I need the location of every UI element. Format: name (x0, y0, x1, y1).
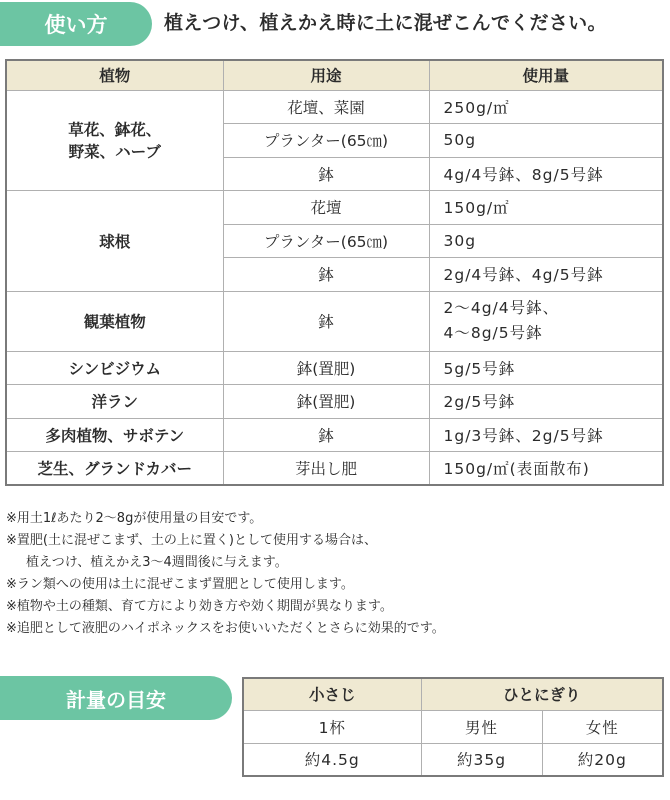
use-cell: 鉢 (223, 418, 429, 452)
usage-badge (0, 2, 152, 46)
amount-cell (429, 90, 663, 124)
plant-cell (6, 452, 223, 486)
note-item: ※用土1ℓあたり2〜8gが使用量の目安です。 (6, 511, 263, 526)
table-row (6, 90, 663, 124)
amount-line: 250g/㎡ (443, 98, 510, 117)
measure-cell: 約35g (421, 743, 542, 776)
measure-cell: 男性 (421, 710, 542, 743)
use-cell: プランター(65㎝) (223, 124, 429, 158)
use-cell: 花壇 (223, 191, 429, 225)
note-item: ※植物や土の種類、育て方により効き方や効く期間が異なります。 (6, 599, 393, 614)
amount-line: 150g/㎡ (443, 199, 510, 218)
plant-name-line: 観葉植物 (83, 313, 146, 331)
amount-line: 150g/㎡(表面散布) (443, 460, 590, 478)
usage-table (5, 59, 664, 486)
plant-name-line: 球根 (99, 232, 131, 251)
amount-cell (429, 224, 663, 258)
measure-cell: 女性 (542, 710, 663, 743)
amount-line: 50g (443, 131, 477, 150)
amount-line: 4g/4号鉢、8g/5号鉢 (443, 165, 604, 184)
usage-table-header-row (6, 60, 663, 90)
measure-badge-label: 計量の目安 (66, 687, 166, 712)
amount-cell (429, 258, 663, 292)
measure-row (243, 743, 663, 776)
header-use: 用途 (223, 60, 429, 90)
note-item: 植えつけ、植えかえ3〜4週間後に与えます。 (26, 555, 288, 570)
plant-cell (6, 191, 223, 292)
plant-cell (6, 291, 223, 351)
note-item: ※追肥として液肥のハイポネックスをお使いいただくとさらに効果的です。 (6, 621, 445, 636)
use-cell: 鉢 (223, 258, 429, 292)
measure-table (242, 677, 664, 777)
amount-cell (429, 191, 663, 225)
note-item: ※置肥(土に混ぜこまず、土の上に置く)として使用する場合は、 (6, 533, 377, 548)
plant-name-line: 多肉植物、サボテン (45, 426, 185, 445)
plant-cell (6, 385, 223, 419)
use-cell: 鉢 (223, 291, 429, 351)
use-cell: 鉢(置肥) (223, 385, 429, 419)
plant-cell (6, 351, 223, 385)
amount-cell (429, 291, 663, 351)
plant-cell (6, 418, 223, 452)
use-cell: 鉢 (223, 157, 429, 191)
header-handful: ひとにぎり (421, 678, 663, 710)
amount-cell (429, 351, 663, 385)
table-row (6, 191, 663, 225)
amount-cell (429, 157, 663, 191)
amount-line: 30g (443, 231, 477, 250)
header-amount: 使用量 (429, 60, 663, 90)
usage-table-body (6, 90, 663, 485)
measure-cell: 約4.5g (243, 743, 421, 776)
amount-cell (429, 418, 663, 452)
table-row (6, 385, 663, 419)
table-row (6, 291, 663, 351)
use-cell: 花壇、菜園 (223, 90, 429, 124)
plant-name-line: 草花、鉢花、 (68, 121, 162, 140)
measure-row (243, 710, 663, 743)
measure-cell: 約20g (542, 743, 663, 776)
amount-line: 2〜4g/4号鉢、 (443, 299, 560, 317)
table-row (6, 351, 663, 385)
measure-badge (0, 676, 232, 720)
use-cell: 芽出し肥 (223, 452, 429, 486)
header-teaspoon: 小さじ (243, 678, 421, 710)
amount-cell (429, 385, 663, 419)
table-row (6, 418, 663, 452)
usage-heading: 植えつけ、植えかえ時に土に混ぜこんでください。 (164, 12, 607, 34)
measure-header-row (243, 678, 663, 710)
amount-line: 4〜8g/5号鉢 (443, 324, 543, 342)
amount-line: 2g/5号鉢 (443, 393, 516, 412)
amount-line: 5g/5号鉢 (443, 359, 516, 378)
use-cell: 鉢(置肥) (223, 351, 429, 385)
plant-cell (6, 90, 223, 191)
notes (6, 508, 666, 640)
table-row (6, 452, 663, 486)
note-item: ※ラン類への使用は土に混ぜこまず置肥として使用します。 (6, 577, 354, 592)
amount-line: 2g/4号鉢、4g/5号鉢 (443, 266, 604, 285)
measure-cell: 1杯 (243, 710, 421, 743)
usage-badge-label: 使い方 (44, 13, 108, 37)
amount-cell (429, 452, 663, 486)
use-cell: プランター(65㎝) (223, 224, 429, 258)
plant-name-line: シンビジウム (68, 359, 161, 378)
amount-cell (429, 124, 663, 158)
header-plant: 植物 (6, 60, 223, 90)
amount-line: 1g/3号鉢、2g/5号鉢 (443, 426, 604, 445)
plant-name-line: 野菜、ハーブ (68, 143, 161, 162)
plant-name-line: 洋ラン (91, 393, 138, 412)
plant-name-line: 芝生、グランドカバー (37, 460, 193, 478)
